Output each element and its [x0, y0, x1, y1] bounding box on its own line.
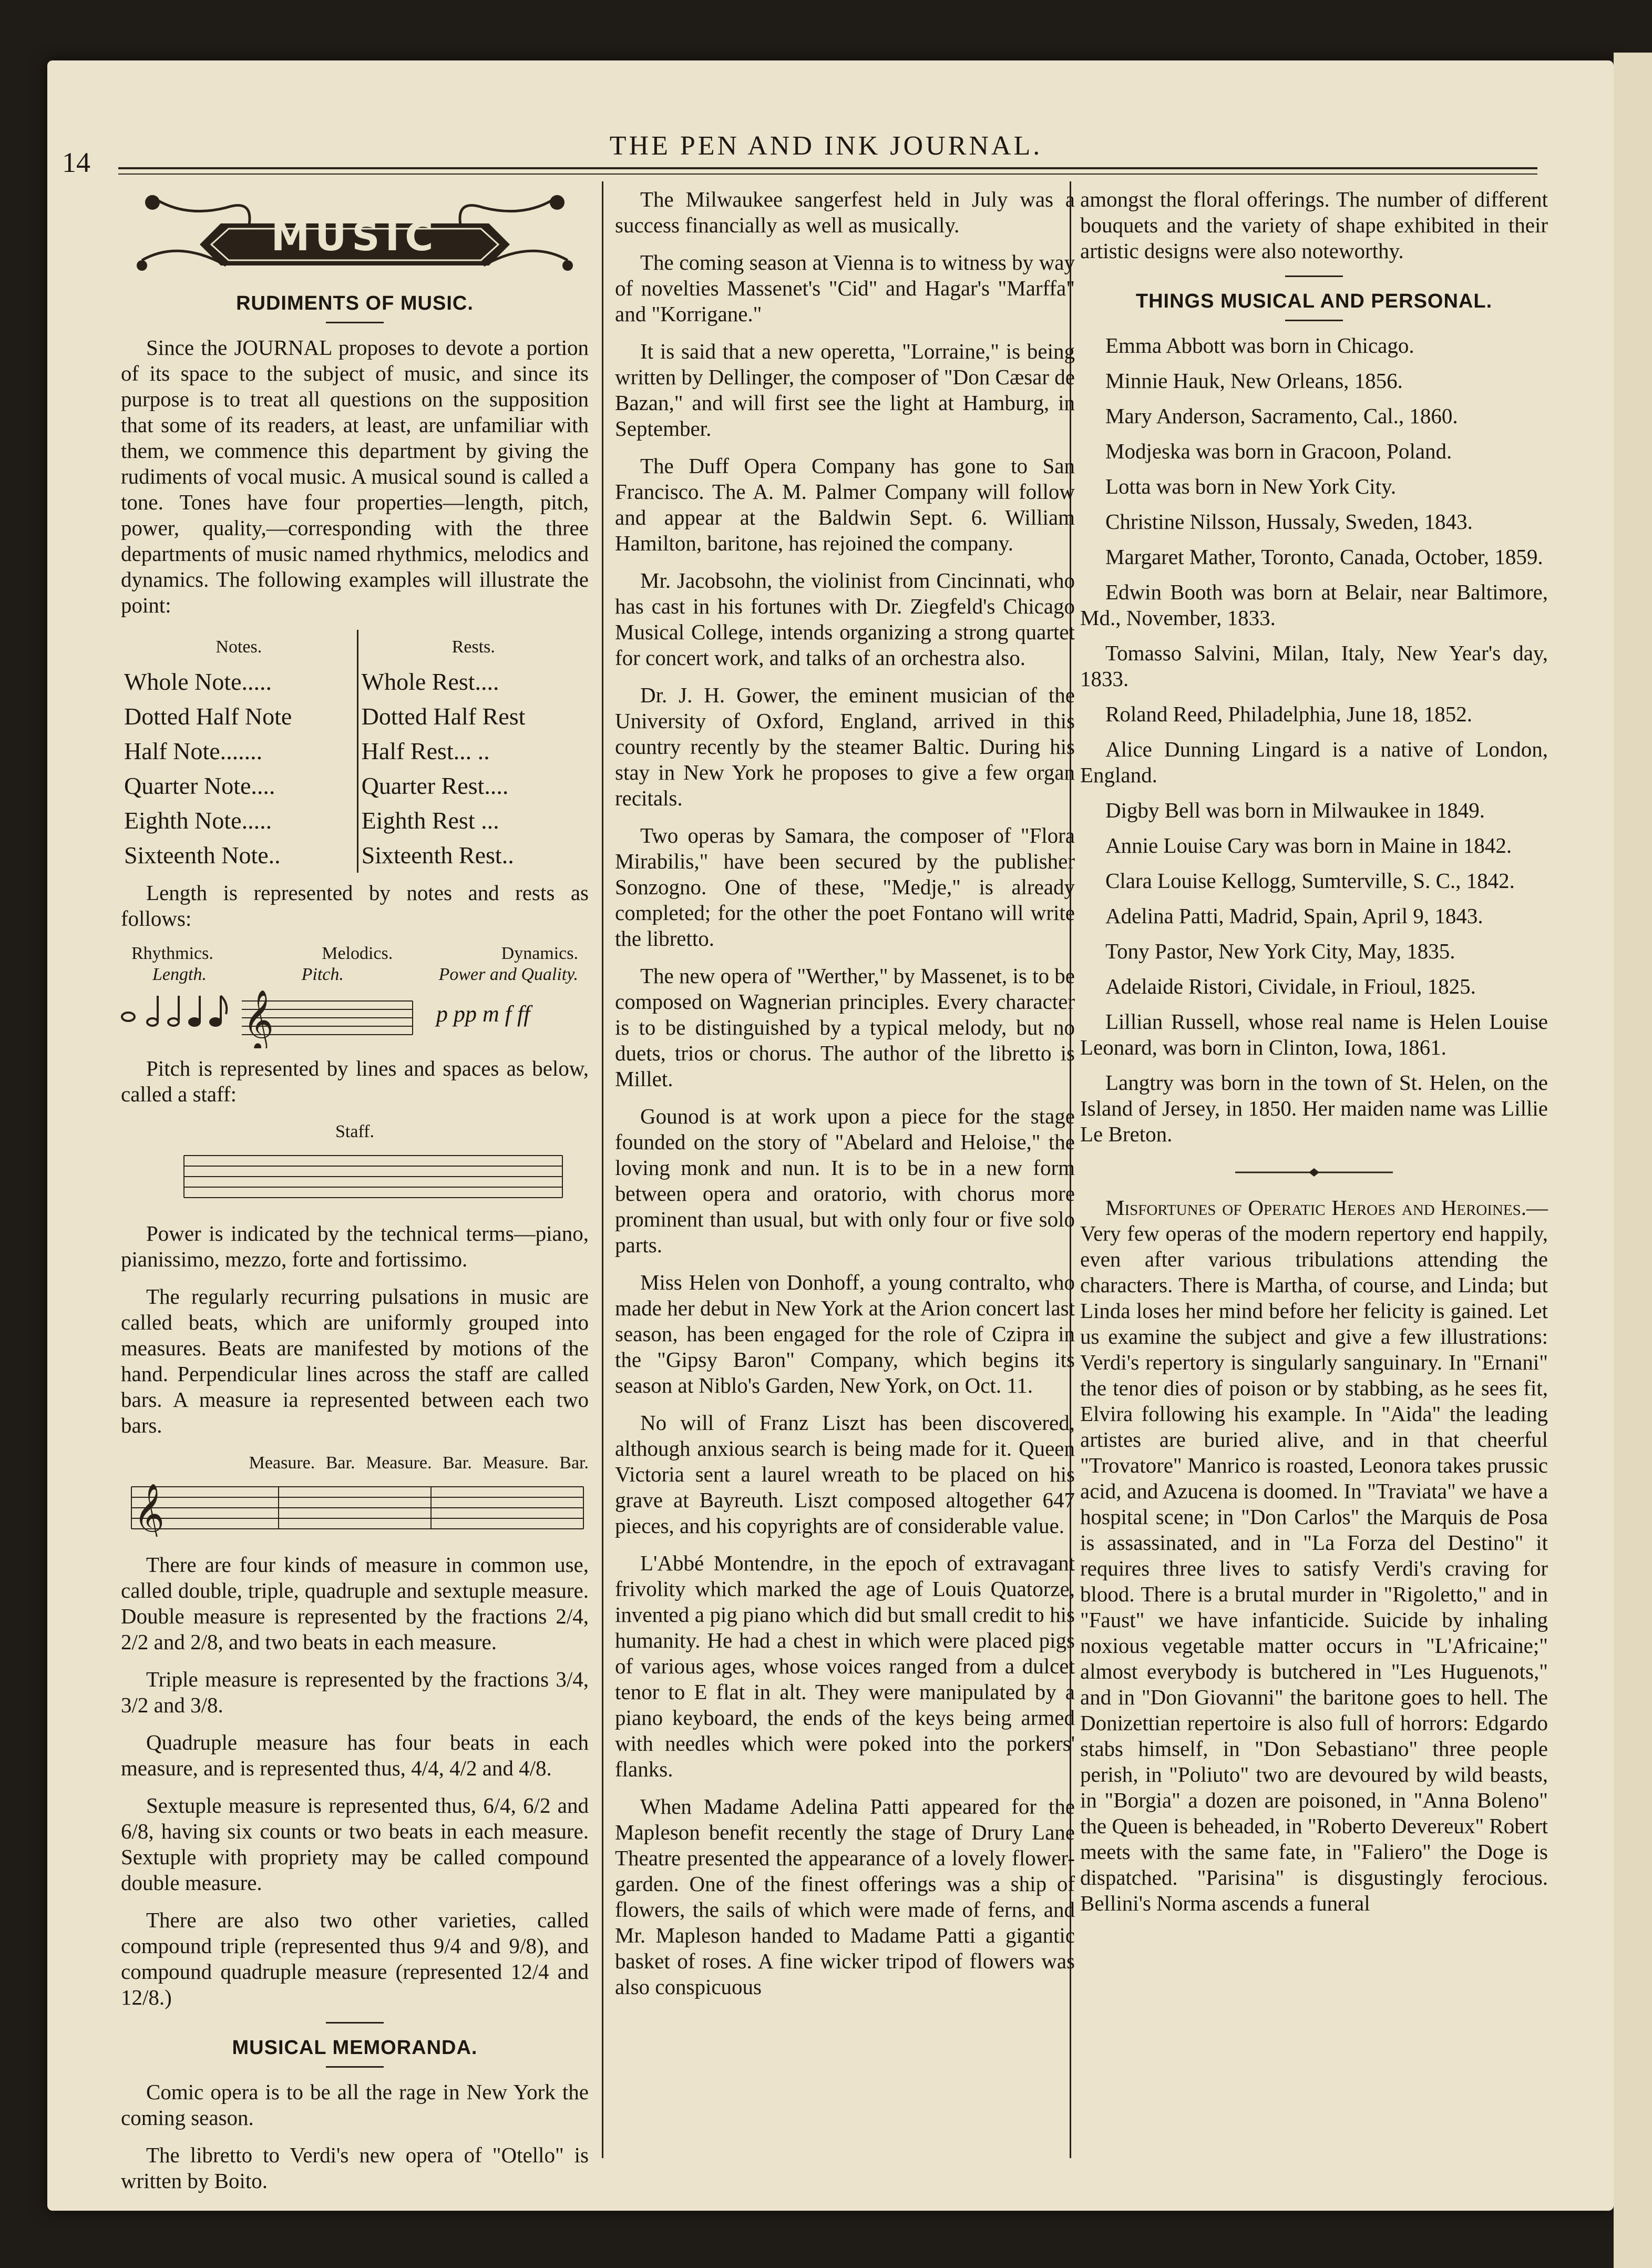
list-item: Mary Anderson, Sacramento, Cal., 1860. [1105, 404, 1458, 428]
personal-heading: THINGS MUSICAL AND PERSONAL. [1135, 290, 1493, 312]
staff-figure [121, 1148, 589, 1205]
running-title: THE PEN AND INK JOURNAL. [609, 131, 1043, 161]
label-melodics: Melodics. [322, 944, 393, 963]
music-banner-title: MUSIC [271, 214, 439, 260]
quadruple-text: Quadruple measure has four beats in each measure, and is represented thus, 4/4, 4/2 and 4/8. [121, 1730, 589, 1780]
list-item: Clara Louise Kellogg, Sumterville, S. C., 1842. [1105, 869, 1515, 893]
continued-text: amongst the floral offerings. The number of different bouquets and the variety of shape exhibited in their artistic designs were also noteworthy. [1080, 187, 1548, 263]
label-power: Power and Quality. [438, 965, 578, 984]
list-item: Emma Abbott was born in Chicago. [1105, 333, 1414, 357]
rest-name: Whole Rest.... [361, 668, 499, 695]
other-varieties-text: There are also two other varieties, called compound triple (represented thus 9/4 and 9/8), and compound quadruple measure (represented 12/4 and 12/8.) [121, 1908, 589, 2009]
memoranda-item: The libretto to Verdi's new opera of "Otello" is written by Boito. [121, 2143, 589, 2193]
notes-staff-figure [121, 985, 415, 1048]
measure-labels: Measure. Bar. Measure. Bar. Measure. Bar. [249, 1453, 589, 1473]
header-rule-thin [118, 173, 1537, 175]
news-item: The Duff Opera Company has gone to San Francisco. The A. M. Palmer Company will follow and appear at the Baldwin Sept. 6. William Hamilton, baritone, has rejoined the company. [615, 454, 1075, 555]
table-row [121, 734, 589, 769]
news-item: Dr. J. H. Gower, the eminent musician of the University of Oxford, England, arrived in this country recently by the steamer Baltic. During his stay in New York he proposes to give a few organ recitals. [615, 683, 1075, 810]
example-labels [121, 943, 589, 964]
personal-dash-top [1285, 275, 1343, 277]
misfortunes-article [1080, 1195, 1548, 1916]
memoranda-heading: MUSICAL MEMORANDA. [232, 2037, 478, 2059]
list-item: Annie Louise Cary was born in Maine in 1842. [1105, 833, 1512, 857]
table-row [121, 665, 589, 699]
example-figure [121, 985, 589, 1048]
rest-name: Dotted Half Rest [361, 703, 526, 730]
measure-staff-figure [121, 1479, 589, 1537]
table-row [121, 803, 589, 838]
news-item: L'Abbé Montendre, in the epoch of extravagant frivolity which marked the age of Louis Quatorze, invented a pig piano which did but small credit to his humanity. He had a chest in which were placed pigs of various ages, whose voices ranged from a dulcet tenor to E flat in alt. They were manipulated by a piano keyboard, the ends of the keys being armed with needles which were poked into the porkers' flanks. [615, 1551, 1075, 1781]
rests-header: Rests. [452, 637, 495, 657]
divider-ornament [1235, 1168, 1393, 1177]
list-item: Adelina Patti, Madrid, Spain, April 9, 1843. [1105, 904, 1483, 928]
triple-text: Triple measure is represented by the fractions 3/4, 3/2 and 3/8. [121, 1667, 589, 1717]
rudiments-intro: Since the JOURNAL proposes to devote a portion of its space to the subject of music, and since its purpose is to treat all questions on the supposition that some of its readers, at least, are unfamiliar with them, we commence this department by giving the rudiments of vocal music. A musical sound is called a tone. Tones have four properties—length, pitch, power, quality,—corresponding with the three departments of music named rhythmics, melodics and dynamics. The following examples will illustrate the point: [121, 335, 589, 617]
beats-text: The regularly recurring pulsations in music are called beats, which are uniformly grouped into measures. Beats are manifested by motions of the hand. Perpendicular lines across the staff are called bars. A measure ia represented between each two bars. [121, 1284, 589, 1437]
note-name: Dotted Half Note [121, 699, 357, 734]
memoranda-dash-top [326, 2022, 384, 2024]
list-item: Langtry was born in the town of St. Helen, on the Island of Jersey, in 1850. Her maiden name was Lillie Le Breton. [1080, 1070, 1548, 1146]
svg-text:𝄞: 𝄞 [134, 1483, 165, 1537]
list-item: Minnie Hauk, New Orleans, 1856. [1105, 369, 1403, 393]
misfortunes-text: —Very few operas of the modern repertory end happily, even after various tribulations attending the characters. There is Martha, of course, and Linda; but Linda loses her mind before her felicity is gained. Let us examine the subject and give a few illustrations: Verdi's repertory is singularly sanguinary. In "Ernani" the tenor dies of poison or by stabbing, as he sees fit, Elvira following his example. In "Aida" the leading artistes are buried alive, and in that cheerful "Trovatore" Manrico is roasted, Leonora takes prussic acid, and Azucena is doomed. In "Traviata" we have a hospital scene; in "Don Carlos" the Marquis de Posa is assassinated, and in "La Forza del Destino" it requires three lives to satisfy Verdi's craving for blood. There is a brutal murder in "Rigoletto," and in "Faust" we have infanticide. Suicide by inhaling noxious vegetable matter occurs in "L'Africaine;" almost everybody is butchered in "Les Huguenots," and in "Don Giovanni" the baritone goes to hell. The Donizettian repertoire is also full of horrors: Edgardo stabs himself, in "Don Sebastiano" three people perish, in "Poliuto" two are devoured by wild beasts, in "Borgia" a dozen are poisoned, in "Anna Boleno" the Queen is beheaded, in "Roberto Devereux" Robert meets with the same fate, in "Faliero" the Doge is dispatched. "Parisina" is disgustingly ferocious. Bellini's Norma ascends a funeral [1080, 1196, 1548, 1915]
rudiments-heading: RUDIMENTS OF MUSIC. [236, 292, 474, 314]
news-item: Mr. Jacobsohn, the violinist from Cincinnati, who has cast in his fortunes with Dr. Ziegfeld's Chicago Musical College, intends organizing a strong quartet for concert work, and talks of an orchestra also. [615, 568, 1075, 670]
list-item: Margaret Mather, Toronto, Canada, October, 1859. [1105, 545, 1543, 569]
table-row [121, 699, 589, 734]
note-name: Half Note....... [121, 734, 357, 769]
table-row [121, 769, 589, 803]
notes-rests-table [121, 630, 589, 873]
news-item: Gounod is at work upon a piece for the stage founded on the story of "Abelard and Heloise," the loving monk and nun. It is to be in a new form between opera and oratorio, with chorus more prominent than usual, but with only four or five solo parts. [615, 1104, 1075, 1257]
note-name: Eighth Note..... [121, 803, 357, 838]
news-item: Two operas by Samara, the composer of "Flora Mirabilis," have been secured by the publisher Sonzogno. One of these, "Medje," is already completed; for the other the poet Fontano will write the libretto. [615, 823, 1075, 951]
label-length: Length. [152, 965, 207, 984]
news-item: It is said that a new operetta, "Lorraine," is being written by Dellinger, the composer of "Don Cæsar de Bazan," and will first see the light at Hamburg, in September. [615, 339, 1075, 441]
rudiments-dash [326, 322, 384, 323]
list-item: Lotta was born in New York City. [1105, 474, 1397, 498]
list-item: Roland Reed, Philadelphia, June 18, 1852. [1105, 702, 1473, 726]
list-item: Tomasso Salvini, Milan, Italy, New Year's day, 1833. [1080, 641, 1548, 691]
list-item: Christine Nilsson, Hussaly, Sweden, 1843. [1105, 509, 1473, 534]
misfortunes-lead: Misfortunes of Operatic Heroes and Heroines. [1105, 1196, 1526, 1220]
news-item: The Milwaukee sangerfest held in July was a success financially as well as musically. [615, 187, 1075, 237]
list-item: Adelaide Ristori, Cividale, in Frioul, 1825. [1105, 974, 1476, 998]
label-rhythmics: Rhythmics. [131, 944, 213, 963]
power-text: Power is indicated by the technical terms—piano, pianissimo, mezzo, forte and fortissimo. [121, 1221, 589, 1271]
svg-text:𝄞: 𝄞 [243, 989, 274, 1048]
note-name: Sixteenth Note.. [121, 838, 357, 873]
list-item: Tony Pastor, New York City, May, 1835. [1105, 939, 1455, 963]
dynamics-marks: p pp m f ff [436, 1001, 530, 1027]
news-item: The new opera of "Werther," by Massenet, is to be composed on Wagnerian principles. Every character is to be distinguished by a typical melody, but no duets, trios or chorus. The author of the libretto is Millet. [615, 964, 1075, 1091]
news-item: Miss Helen von Donhoff, a young contralto, who made her debut in New York at the Arion concert last season, has been engaged for the role of Czipra in the "Gipsy Baron" Company, which begins its season at Niblo's Garden, New York, on Oct. 11. [615, 1270, 1075, 1397]
list-item: Digby Bell was born in Milwaukee in 1849. [1105, 798, 1485, 822]
column-rule-1 [602, 181, 603, 2158]
sextuple-text: Sextuple measure is represented thus, 6/4, 6/2 and 6/8, having six counts or two beats in each measure. Sextuple with propriety may be called compound double measure. [121, 1793, 589, 1895]
rest-name: Half Rest... .. [361, 738, 490, 764]
staff-label: Staff. [335, 1122, 374, 1141]
section-divider [1080, 1157, 1548, 1182]
memoranda-dash [326, 2066, 384, 2068]
label-pitch: Pitch. [301, 965, 344, 984]
example-sublabels [121, 964, 589, 985]
notes-header: Notes. [121, 630, 357, 665]
header-rule [118, 167, 1537, 169]
personal-list [1080, 333, 1548, 1147]
news-item: The coming season at Vienna is to witness by way of novelties Massenet's "Cid" and Hagar's "Marffa" and "Korrigane." [615, 250, 1075, 326]
list-item: Alice Dunning Lingard is a native of London, England. [1080, 737, 1548, 787]
news-item: When Madame Adelina Patti appeared for the Mapleson benefit recently the stage of Drury Lane Theatre presented the appearance of a lovely flower-garden. One of the finest offerings was a ship of flowers, the sails of which were made of ferns, and Mr. Mapleson handed to Madame Patti a gigantic basket of roses. A fine wicker tripod of flowers was also conspicuous [615, 1794, 1075, 1999]
page-number: 14 [62, 147, 90, 178]
list-item: Edwin Booth was born at Belair, near Baltimore, Md., November, 1833. [1080, 580, 1548, 630]
list-item: Lillian Russell, whose real name is Helen Louise Leonard, was born in Clinton, Iowa, 1861. [1080, 1009, 1548, 1059]
pitch-text: Pitch is represented by lines and spaces as below, called a staff: [121, 1056, 589, 1106]
note-name: Whole Note..... [121, 665, 357, 699]
facing-page-edge [1614, 53, 1652, 2268]
kinds-text: There are four kinds of measure in common use, called double, triple, quadruple and sextuple measure. Double measure is represented by the fractions 2/4, 2/2 and 2/8, and two beats in each measure. [121, 1552, 589, 1654]
list-item: Modjeska was born in Gracoon, Poland. [1105, 439, 1452, 463]
table-row [121, 838, 589, 873]
note-name: Quarter Note.... [121, 769, 357, 803]
length-text: Length is represented by notes and rests as follows: [121, 881, 589, 931]
news-item: No will of Franz Liszt has been discovered, although anxious search is being made for it. Queen Victoria sent a laurel wreath to be placed on his grave at Bayreuth. Liszt composed altogether 647 pieces, and his copyrights are of considerable value. [615, 1411, 1075, 1538]
rest-name: Eighth Rest ... [361, 807, 499, 834]
column-3 [1080, 187, 1548, 1928]
music-banner [121, 187, 589, 297]
rest-name: Quarter Rest.... [361, 772, 509, 799]
label-dynamics: Dynamics. [501, 944, 578, 963]
column-1 [121, 187, 589, 2205]
column-2 [615, 187, 1075, 2011]
personal-dash [1285, 320, 1343, 321]
rest-name: Sixteenth Rest.. [361, 842, 514, 869]
memoranda-item: Comic opera is to be all the rage in New York the coming season. [121, 2080, 589, 2130]
